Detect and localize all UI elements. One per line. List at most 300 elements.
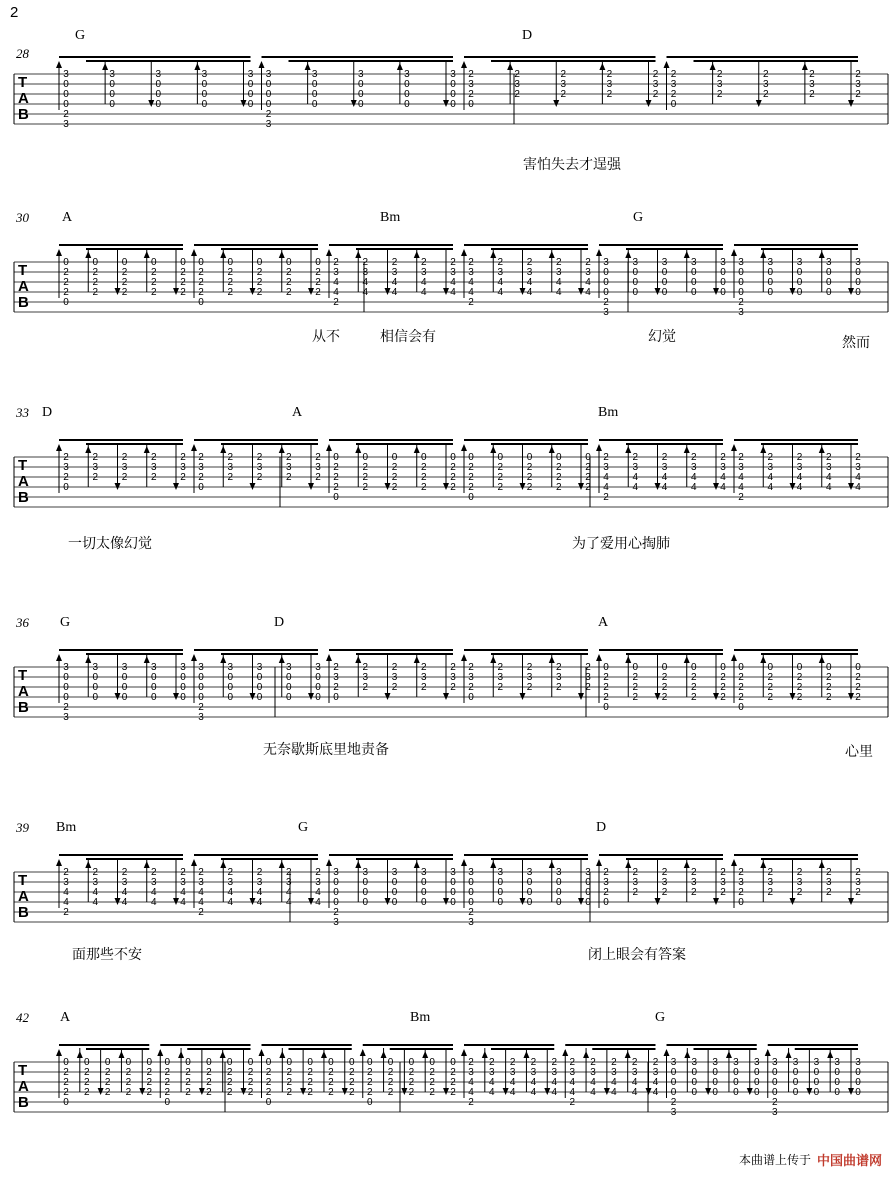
fret-number: 3	[825, 877, 832, 888]
fret-number: 3	[285, 662, 292, 673]
fret-number: 2	[670, 1097, 677, 1108]
fret-number: 0	[256, 257, 263, 268]
fret-number: 3	[265, 69, 272, 80]
fret-number: 3	[813, 1057, 820, 1068]
fret-number: 0	[285, 682, 292, 693]
fret-number: 0	[150, 257, 157, 268]
fret-number: 0	[121, 692, 128, 703]
fret-number: 2	[285, 452, 292, 463]
beam	[761, 653, 858, 655]
fret-number: 2	[180, 472, 186, 483]
fret-number: 2	[362, 682, 369, 693]
tab-letter: A	[18, 90, 29, 107]
fret-number: 2	[603, 887, 609, 898]
fret-number: 4	[551, 1077, 558, 1088]
fret-number: 2	[555, 472, 562, 483]
fret-number: 2	[661, 452, 668, 463]
fret-number: 0	[63, 672, 69, 683]
fret-number: 2	[391, 472, 398, 483]
tab-letter: T	[18, 1062, 28, 1079]
fret-number: 2	[509, 1057, 516, 1068]
fret-number: 3	[198, 712, 204, 723]
beam	[626, 248, 723, 250]
down-arrow-icon	[756, 100, 762, 107]
down-arrow-icon	[241, 100, 247, 107]
up-arrow-icon	[482, 1051, 488, 1058]
up-arrow-icon	[625, 1051, 631, 1058]
beam	[356, 443, 453, 445]
fret-number: 0	[738, 287, 744, 298]
up-arrow-icon	[731, 249, 737, 256]
fret-number: 2	[315, 267, 321, 278]
fret-number: 2	[603, 492, 609, 503]
fret-number: 3	[315, 662, 321, 673]
fret-number: 2	[767, 452, 774, 463]
fret-number: 2	[247, 1087, 254, 1098]
fret-number: 2	[468, 482, 474, 493]
beam	[768, 1044, 858, 1046]
up-arrow-icon	[355, 656, 361, 663]
fret-number: 3	[357, 69, 364, 80]
fret-number: 0	[771, 1067, 778, 1078]
fret-number: 0	[603, 287, 609, 298]
fret-number: 0	[855, 277, 861, 288]
down-arrow-icon	[655, 288, 661, 295]
fret-number: 4	[661, 482, 668, 493]
up-arrow-icon	[56, 654, 62, 661]
fret-number: 3	[771, 1057, 778, 1068]
up-arrow-icon	[414, 656, 420, 663]
up-arrow-icon	[490, 446, 496, 453]
fret-number: 2	[333, 907, 339, 918]
fret-number: 2	[855, 89, 861, 100]
fret-number: 3	[468, 1067, 474, 1078]
beam	[491, 858, 588, 860]
fret-number: 3	[92, 877, 99, 888]
fret-number: 2	[92, 277, 99, 288]
up-arrow-icon	[625, 446, 631, 453]
fret-number: 2	[387, 1087, 394, 1098]
fret-number: 2	[530, 1057, 537, 1068]
fret-number: 2	[767, 867, 774, 878]
fret-number: 0	[661, 287, 668, 298]
fret-number: 2	[226, 1067, 233, 1078]
chord-label: Bm	[380, 210, 401, 225]
fret-number: 4	[150, 887, 157, 898]
down-arrow-icon	[385, 483, 391, 490]
beam	[626, 653, 723, 655]
fret-number: 0	[391, 887, 398, 898]
fret-number: 4	[497, 277, 504, 288]
beam	[356, 248, 453, 250]
up-arrow-icon	[765, 1049, 771, 1056]
fret-number: 3	[180, 462, 186, 473]
fret-number: 2	[855, 867, 861, 878]
fret-number: 2	[164, 1067, 171, 1078]
fret-number: 3	[738, 462, 744, 473]
up-arrow-icon	[279, 1051, 285, 1058]
fret-number: 0	[468, 452, 474, 463]
fret-number: 2	[632, 867, 639, 878]
fret-number: 4	[631, 1077, 638, 1088]
fret-number: 2	[121, 472, 128, 483]
fret-number: 3	[333, 267, 339, 278]
fret-number: 0	[712, 1077, 718, 1088]
fret-number: 2	[185, 1077, 191, 1088]
fret-number: 2	[603, 452, 609, 463]
fret-number: 0	[180, 692, 186, 703]
fret-number: 0	[670, 1067, 677, 1078]
beam	[221, 443, 318, 445]
fret-number: 0	[180, 672, 186, 683]
down-arrow-icon	[300, 1088, 306, 1095]
fret-number: 2	[265, 1077, 272, 1088]
beam	[221, 248, 318, 250]
fret-number: 2	[125, 1067, 132, 1078]
up-arrow-icon	[220, 1051, 226, 1058]
fret-number: 0	[315, 257, 321, 268]
fret-number: 2	[796, 682, 803, 693]
fret-number: 3	[652, 79, 659, 90]
fret-number: 0	[357, 89, 364, 100]
fret-number: 2	[121, 867, 128, 878]
up-arrow-icon	[684, 1051, 690, 1058]
up-arrow-icon	[414, 446, 420, 453]
fret-number: 3	[603, 307, 609, 318]
fret-number: 2	[606, 69, 613, 80]
measure-number: 39	[16, 820, 29, 835]
fret-number: 2	[661, 672, 668, 683]
fret-number: 2	[285, 267, 292, 278]
fret-number: 3	[603, 462, 609, 473]
up-arrow-icon	[414, 251, 420, 258]
fret-number: 3	[632, 877, 639, 888]
down-arrow-icon	[250, 693, 256, 700]
fret-number: 2	[670, 89, 677, 100]
fret-number: 4	[611, 1077, 617, 1088]
fret-number: 2	[185, 1087, 191, 1098]
fret-number: 0	[796, 662, 803, 673]
fret-number: 2	[408, 1087, 415, 1098]
fret-number: 4	[720, 472, 726, 483]
fret-number: 3	[180, 877, 186, 888]
tab-letter: T	[18, 667, 28, 684]
fret-number: 3	[450, 69, 456, 80]
up-arrow-icon	[710, 63, 716, 70]
fret-number: 4	[227, 897, 234, 908]
up-arrow-icon	[819, 446, 825, 453]
up-arrow-icon	[326, 444, 332, 451]
fret-number: 2	[121, 267, 128, 278]
fret-number: 4	[315, 897, 321, 908]
fret-number: 0	[366, 1097, 373, 1108]
fret-number: 4	[450, 287, 456, 298]
footer-text: 本曲谱上传于	[738, 1153, 811, 1167]
lyric-line: 害怕失去才逞强	[523, 157, 621, 173]
chord-label: D	[596, 820, 607, 835]
beam	[761, 248, 858, 250]
up-arrow-icon	[397, 63, 403, 70]
fret-number: 0	[104, 1057, 111, 1068]
fret-number: 2	[84, 1077, 90, 1088]
fret-number: 3	[738, 257, 744, 268]
fret-number: 2	[631, 1057, 638, 1068]
beam	[194, 244, 318, 246]
fret-number: 3	[109, 69, 115, 80]
fret-number: 2	[198, 267, 204, 278]
lyric-line: 然而	[842, 335, 870, 351]
fret-number: 2	[150, 287, 157, 298]
fret-number: 0	[391, 877, 398, 888]
fret-number: 0	[333, 692, 339, 703]
fret-number: 2	[180, 267, 186, 278]
beam	[491, 1048, 554, 1050]
fret-number: 2	[63, 1087, 69, 1098]
fret-number: 2	[720, 887, 726, 898]
tab-letter: T	[18, 872, 28, 889]
fret-number: 4	[611, 1087, 617, 1098]
fret-number: 0	[825, 662, 832, 673]
fret-number: 2	[670, 69, 677, 80]
down-arrow-icon	[544, 1088, 550, 1095]
beam	[356, 858, 453, 860]
fret-number: 0	[733, 1087, 739, 1098]
fret-number: 0	[450, 877, 456, 888]
fret-number: 0	[450, 89, 456, 100]
fret-number: 3	[180, 662, 186, 673]
fret-number: 3	[526, 267, 533, 278]
fret-number: 3	[855, 462, 861, 473]
fret-number: 3	[555, 672, 562, 683]
fret-number: 0	[753, 1087, 760, 1098]
fret-number: 2	[121, 287, 128, 298]
fret-number: 0	[813, 1087, 820, 1098]
fret-number: 3	[733, 1057, 739, 1068]
fret-number: 2	[720, 452, 726, 463]
fret-number: 3	[611, 1067, 617, 1078]
fret-number: 3	[603, 877, 609, 888]
fret-number: 0	[555, 887, 562, 898]
fret-number: 2	[652, 1057, 659, 1068]
fret-number: 0	[632, 287, 639, 298]
down-arrow-icon	[646, 1088, 652, 1095]
fret-number: 4	[632, 472, 639, 483]
up-arrow-icon	[191, 249, 197, 256]
up-arrow-icon	[461, 444, 467, 451]
fret-number: 2	[180, 452, 186, 463]
up-arrow-icon	[279, 656, 285, 663]
up-arrow-icon	[684, 446, 690, 453]
fret-number: 2	[450, 472, 456, 483]
fret-number: 3	[767, 257, 774, 268]
fret-number: 0	[555, 452, 562, 463]
fret-number: 3	[670, 1057, 677, 1068]
down-arrow-icon	[115, 288, 121, 295]
fret-number: 3	[201, 69, 208, 80]
fret-number: 0	[796, 277, 803, 288]
fret-number: 0	[603, 702, 609, 713]
fret-number: 3	[661, 257, 668, 268]
fret-number: 0	[468, 877, 474, 888]
down-arrow-icon	[503, 1088, 509, 1095]
up-arrow-icon	[355, 251, 361, 258]
fret-number: 0	[227, 682, 234, 693]
fret-number: 3	[468, 917, 474, 928]
fret-number: 2	[84, 1087, 90, 1098]
down-arrow-icon	[308, 288, 314, 295]
fret-number: 4	[391, 287, 398, 298]
up-arrow-icon	[684, 656, 690, 663]
fret-number: 0	[121, 257, 128, 268]
fret-number: 2	[104, 1077, 111, 1088]
fret-number: 2	[855, 682, 861, 693]
fret-number: 4	[450, 277, 456, 288]
up-arrow-icon	[326, 249, 332, 256]
beam	[86, 443, 183, 445]
fret-number: 2	[315, 452, 321, 463]
fret-number: 2	[450, 1087, 456, 1098]
up-arrow-icon	[144, 251, 150, 258]
fret-number: 0	[247, 99, 254, 110]
fret-number: 0	[497, 452, 504, 463]
fret-number: 0	[84, 1057, 90, 1068]
beam	[667, 1044, 757, 1046]
beam	[289, 60, 454, 62]
fret-number: 0	[63, 297, 69, 308]
down-arrow-icon	[655, 898, 661, 905]
fret-number: 2	[468, 907, 474, 918]
fret-number: 2	[569, 1057, 576, 1068]
up-arrow-icon	[549, 861, 555, 868]
up-arrow-icon	[523, 1051, 529, 1058]
fret-number: 3	[855, 1057, 861, 1068]
lyric-line: 无奈歇斯底里地责备	[263, 742, 389, 758]
fret-number: 3	[796, 877, 803, 888]
fret-number: 0	[146, 1057, 153, 1068]
fret-number: 2	[661, 887, 668, 898]
fret-number: 2	[198, 277, 204, 288]
measure-number: 36	[16, 615, 29, 630]
beam	[667, 56, 859, 58]
fret-number: 0	[226, 1057, 233, 1068]
fret-number: 0	[63, 79, 69, 90]
beam	[86, 858, 183, 860]
fret-number: 2	[429, 1087, 435, 1098]
fret-number: 0	[63, 99, 69, 110]
fret-number: 0	[63, 482, 69, 493]
fret-number: 2	[825, 692, 832, 703]
fret-number: 0	[767, 662, 774, 673]
down-arrow-icon	[713, 483, 719, 490]
fret-number: 2	[825, 452, 832, 463]
fret-number: 0	[408, 1057, 415, 1068]
fret-number: 2	[809, 69, 815, 80]
fret-number: 2	[362, 482, 369, 493]
up-arrow-icon	[819, 656, 825, 663]
fret-number: 0	[315, 672, 321, 683]
fret-number: 3	[256, 662, 263, 673]
tab-letter: B	[18, 294, 29, 311]
fret-number: 2	[738, 887, 744, 898]
down-arrow-icon	[655, 693, 661, 700]
fret-number: 3	[391, 867, 398, 878]
down-arrow-icon	[173, 693, 179, 700]
fret-number: 3	[63, 119, 69, 130]
down-arrow-icon	[139, 1088, 145, 1095]
fret-number: 2	[632, 692, 639, 703]
fret-number: 0	[201, 89, 208, 100]
fret-number: 4	[285, 887, 292, 898]
fret-number: 2	[720, 692, 726, 703]
fret-number: 2	[716, 69, 723, 80]
fret-number: 2	[450, 257, 456, 268]
fret-number: 0	[391, 897, 398, 908]
fret-number: 0	[670, 1087, 677, 1098]
tab-staff	[0, 54, 896, 164]
fret-number: 0	[362, 452, 369, 463]
fret-number: 0	[767, 287, 774, 298]
up-arrow-icon	[85, 251, 91, 258]
fret-number: 2	[333, 682, 339, 693]
up-arrow-icon	[326, 859, 332, 866]
down-arrow-icon	[443, 100, 449, 107]
chord-label: A	[60, 1010, 71, 1025]
fret-number: 2	[468, 1057, 474, 1068]
fret-number: 4	[489, 1077, 495, 1088]
down-arrow-icon	[443, 898, 449, 905]
fret-number: 3	[670, 79, 677, 90]
fret-number: 0	[855, 267, 861, 278]
fret-number: 3	[585, 867, 591, 878]
fret-number: 2	[265, 109, 272, 120]
fret-number: 2	[185, 1067, 191, 1078]
up-arrow-icon	[279, 861, 285, 868]
fret-number: 0	[497, 877, 504, 888]
fret-number: 3	[569, 1067, 576, 1078]
fret-number: 2	[690, 682, 697, 693]
fret-number: 2	[84, 1067, 90, 1078]
fret-number: 0	[227, 672, 234, 683]
fret-number: 3	[247, 69, 254, 80]
up-arrow-icon	[118, 1051, 124, 1058]
fret-number: 2	[286, 1087, 293, 1098]
fret-number: 4	[121, 887, 128, 898]
fret-number: 0	[201, 79, 208, 90]
chord-label: Bm	[56, 820, 77, 835]
fret-number: 0	[420, 887, 427, 898]
fret-number: 0	[690, 277, 697, 288]
chord-label: G	[75, 28, 86, 43]
fret-number: 2	[315, 287, 321, 298]
fret-number: 2	[468, 89, 474, 100]
fret-number: 2	[387, 1067, 394, 1078]
fret-number: 3	[690, 257, 697, 268]
fret-number: 3	[632, 257, 639, 268]
beam	[329, 244, 453, 246]
down-arrow-icon	[848, 1088, 854, 1095]
fret-number: 3	[150, 877, 157, 888]
fret-number: 3	[796, 462, 803, 473]
fret-number: 0	[420, 877, 427, 888]
up-arrow-icon	[461, 859, 467, 866]
fret-number: 3	[198, 662, 204, 673]
down-arrow-icon	[148, 100, 154, 107]
fret-number: 0	[63, 89, 69, 100]
fret-number: 4	[585, 277, 591, 288]
beam	[464, 649, 588, 651]
down-arrow-icon	[713, 693, 719, 700]
up-arrow-icon	[684, 861, 690, 868]
